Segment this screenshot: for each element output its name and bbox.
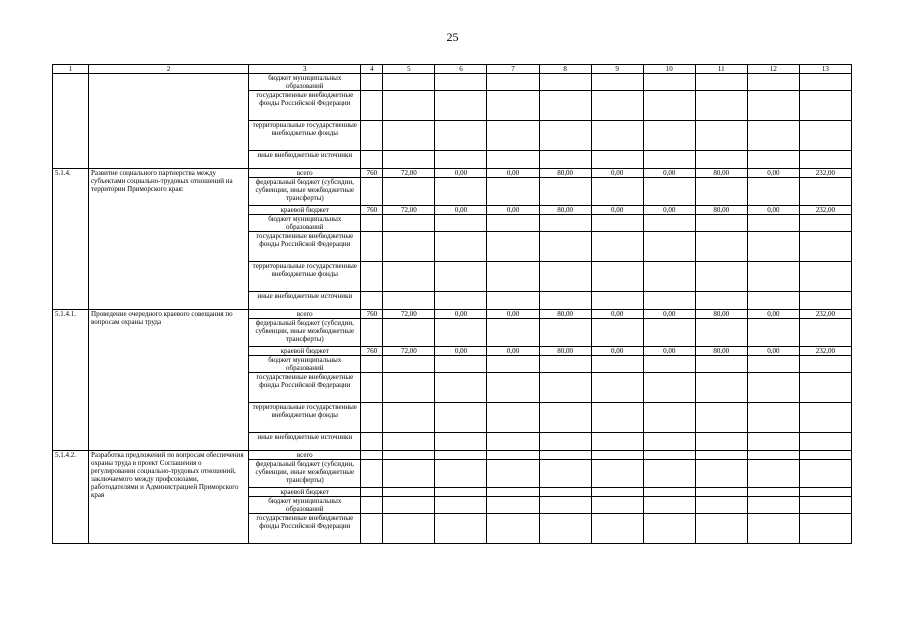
- value-cell: 80,00: [539, 310, 591, 319]
- value-cell: [487, 91, 539, 121]
- value-cell: [643, 488, 695, 497]
- value-cell: [747, 356, 799, 373]
- value-cell: [643, 497, 695, 514]
- value-cell: [799, 121, 851, 151]
- funding-source-cell: бюджет муниципальных образований: [249, 497, 361, 514]
- value-cell: [383, 74, 435, 91]
- value-cell: 80,00: [695, 206, 747, 215]
- value-cell: 232,00: [799, 169, 851, 178]
- value-cell: 80,00: [539, 347, 591, 356]
- value-cell: 72,00: [383, 169, 435, 178]
- value-cell: [643, 262, 695, 292]
- item-code-cell: 5.1.4.2.: [53, 451, 89, 544]
- value-cell: 0,00: [643, 169, 695, 178]
- value-cell: [361, 121, 383, 151]
- value-cell: [643, 319, 695, 347]
- value-cell: [591, 292, 643, 310]
- value-cell: [435, 356, 487, 373]
- funding-source-cell: государственные внебюджетные фонды Российской Федерации: [249, 232, 361, 262]
- value-cell: [591, 514, 643, 544]
- value-cell: [383, 292, 435, 310]
- value-cell: [539, 292, 591, 310]
- value-cell: [487, 403, 539, 433]
- value-cell: [799, 433, 851, 451]
- value-cell: [361, 74, 383, 91]
- value-cell: [591, 121, 643, 151]
- value-cell: 80,00: [539, 206, 591, 215]
- value-cell: [487, 319, 539, 347]
- funding-source-cell: федеральный бюджет (субсидии, субвенции, иные межбюджетные трансферты): [249, 460, 361, 488]
- value-cell: [361, 497, 383, 514]
- value-cell: [643, 373, 695, 403]
- value-cell: 0,00: [747, 169, 799, 178]
- value-cell: [487, 488, 539, 497]
- value-cell: [695, 121, 747, 151]
- value-cell: [643, 460, 695, 488]
- value-cell: 0,00: [591, 169, 643, 178]
- value-cell: [747, 460, 799, 488]
- value-cell: [361, 433, 383, 451]
- value-cell: 0,00: [643, 206, 695, 215]
- value-cell: [747, 232, 799, 262]
- item-code-cell: [53, 74, 89, 169]
- value-cell: [799, 514, 851, 544]
- value-cell: [747, 497, 799, 514]
- value-cell: [539, 373, 591, 403]
- value-cell: [361, 403, 383, 433]
- value-cell: [591, 215, 643, 232]
- funding-source-cell: краевой бюджет: [249, 488, 361, 497]
- value-cell: [747, 514, 799, 544]
- value-cell: [747, 403, 799, 433]
- column-header: 2: [89, 65, 249, 74]
- value-cell: [695, 356, 747, 373]
- value-cell: [591, 74, 643, 91]
- column-header: 9: [591, 65, 643, 74]
- value-cell: [383, 451, 435, 460]
- item-code-cell: 5.1.4.: [53, 169, 89, 310]
- value-cell: [747, 178, 799, 206]
- value-cell: 760: [361, 310, 383, 319]
- value-cell: [487, 514, 539, 544]
- value-cell: 0,00: [435, 310, 487, 319]
- value-cell: [539, 460, 591, 488]
- funding-source-cell: иные внебюджетные источники: [249, 151, 361, 169]
- funding-source-cell: федеральный бюджет (субсидии, субвенции, иные межбюджетные трансферты): [249, 178, 361, 206]
- value-cell: [591, 403, 643, 433]
- value-cell: 760: [361, 169, 383, 178]
- value-cell: [435, 232, 487, 262]
- value-cell: [539, 232, 591, 262]
- value-cell: [487, 151, 539, 169]
- value-cell: [487, 292, 539, 310]
- value-cell: [695, 215, 747, 232]
- value-cell: [383, 373, 435, 403]
- value-cell: [643, 292, 695, 310]
- value-cell: [591, 373, 643, 403]
- column-header: 13: [799, 65, 851, 74]
- value-cell: 0,00: [435, 347, 487, 356]
- value-cell: [591, 232, 643, 262]
- value-cell: [361, 373, 383, 403]
- item-description-cell: Разработка предложений по вопросам обеспечения охраны труда в проект Соглашения о регулировании социально-трудовых отношений, заключаемого между профсоюзами, работодателями и Администрацией Приморского края: [89, 451, 249, 544]
- item-description-cell: Развитие социального партнерства между субъектами социально-трудовых отношений на территории Приморского края:: [89, 169, 249, 310]
- table-row: [53, 169, 852, 178]
- value-cell: [591, 178, 643, 206]
- value-cell: [435, 497, 487, 514]
- value-cell: [383, 232, 435, 262]
- funding-source-cell: территориальные государственные внебюджетные фонды: [249, 121, 361, 151]
- value-cell: [695, 497, 747, 514]
- value-cell: [383, 403, 435, 433]
- value-cell: [799, 319, 851, 347]
- value-cell: [799, 178, 851, 206]
- column-header: 12: [747, 65, 799, 74]
- value-cell: [643, 356, 695, 373]
- value-cell: [539, 319, 591, 347]
- value-cell: [383, 356, 435, 373]
- value-cell: [695, 319, 747, 347]
- value-cell: [435, 488, 487, 497]
- value-cell: [539, 74, 591, 91]
- item-description-cell: [89, 74, 249, 169]
- value-cell: [643, 403, 695, 433]
- value-cell: [695, 433, 747, 451]
- value-cell: [487, 356, 539, 373]
- value-cell: [361, 460, 383, 488]
- value-cell: [487, 451, 539, 460]
- funding-source-cell: государственные внебюджетные фонды Российской Федерации: [249, 373, 361, 403]
- value-cell: [591, 488, 643, 497]
- column-header: 10: [643, 65, 695, 74]
- value-cell: 760: [361, 347, 383, 356]
- value-cell: [747, 121, 799, 151]
- value-cell: 0,00: [747, 347, 799, 356]
- value-cell: [799, 451, 851, 460]
- funding-source-cell: территориальные государственные внебюджетные фонды: [249, 403, 361, 433]
- column-header: 11: [695, 65, 747, 74]
- column-header: 1: [53, 65, 89, 74]
- value-cell: [361, 91, 383, 121]
- value-cell: [539, 403, 591, 433]
- value-cell: [747, 433, 799, 451]
- value-cell: [361, 151, 383, 169]
- value-cell: [435, 373, 487, 403]
- value-cell: [435, 74, 487, 91]
- value-cell: [591, 433, 643, 451]
- funding-source-cell: бюджет муниципальных образований: [249, 74, 361, 91]
- value-cell: [383, 121, 435, 151]
- value-cell: [747, 262, 799, 292]
- value-cell: [643, 215, 695, 232]
- value-cell: [695, 262, 747, 292]
- value-cell: [799, 488, 851, 497]
- value-cell: [539, 151, 591, 169]
- value-cell: [383, 91, 435, 121]
- value-cell: [361, 451, 383, 460]
- value-cell: 0,00: [487, 206, 539, 215]
- funding-source-cell: всего: [249, 451, 361, 460]
- value-cell: [643, 74, 695, 91]
- value-cell: [695, 232, 747, 262]
- value-cell: [361, 514, 383, 544]
- table-header-row: [53, 65, 852, 74]
- value-cell: [539, 514, 591, 544]
- value-cell: 0,00: [435, 206, 487, 215]
- value-cell: [747, 215, 799, 232]
- funding-source-cell: территориальные государственные внебюджетные фонды: [249, 262, 361, 292]
- value-cell: [383, 433, 435, 451]
- funding-source-cell: государственные внебюджетные фонды Российской Федерации: [249, 91, 361, 121]
- funding-source-cell: бюджет муниципальных образований: [249, 356, 361, 373]
- value-cell: 232,00: [799, 310, 851, 319]
- value-cell: [695, 403, 747, 433]
- table-row: [53, 74, 852, 91]
- value-cell: [643, 514, 695, 544]
- value-cell: [799, 74, 851, 91]
- value-cell: [695, 451, 747, 460]
- value-cell: [383, 151, 435, 169]
- value-cell: [695, 91, 747, 121]
- value-cell: [539, 121, 591, 151]
- value-cell: [487, 433, 539, 451]
- value-cell: 760: [361, 206, 383, 215]
- value-cell: [435, 121, 487, 151]
- value-cell: [487, 74, 539, 91]
- item-description-cell: Проведение очередного краевого совещания по вопросам охраны труда: [89, 310, 249, 451]
- value-cell: [539, 433, 591, 451]
- funding-source-cell: федеральный бюджет (субсидии, субвенции, иные межбюджетные трансферты): [249, 319, 361, 347]
- value-cell: [361, 356, 383, 373]
- column-header: 8: [539, 65, 591, 74]
- value-cell: [747, 451, 799, 460]
- value-cell: [695, 74, 747, 91]
- value-cell: 72,00: [383, 310, 435, 319]
- value-cell: [539, 215, 591, 232]
- value-cell: [539, 451, 591, 460]
- value-cell: [361, 319, 383, 347]
- funding-source-cell: всего: [249, 169, 361, 178]
- value-cell: [435, 403, 487, 433]
- value-cell: [383, 215, 435, 232]
- value-cell: [435, 451, 487, 460]
- value-cell: [383, 460, 435, 488]
- value-cell: [799, 460, 851, 488]
- value-cell: [487, 178, 539, 206]
- column-header: 7: [487, 65, 539, 74]
- value-cell: [487, 215, 539, 232]
- value-cell: [695, 292, 747, 310]
- value-cell: [695, 488, 747, 497]
- value-cell: [799, 497, 851, 514]
- value-cell: 0,00: [435, 169, 487, 178]
- column-header: 5: [383, 65, 435, 74]
- value-cell: [695, 460, 747, 488]
- value-cell: [487, 497, 539, 514]
- value-cell: [435, 215, 487, 232]
- page-number: 25: [446, 30, 459, 44]
- value-cell: [747, 292, 799, 310]
- funding-source-cell: всего: [249, 310, 361, 319]
- value-cell: [487, 460, 539, 488]
- value-cell: 0,00: [643, 347, 695, 356]
- value-cell: [435, 151, 487, 169]
- value-cell: 232,00: [799, 347, 851, 356]
- value-cell: [591, 497, 643, 514]
- funding-source-cell: бюджет муниципальных образований: [249, 215, 361, 232]
- value-cell: [643, 91, 695, 121]
- funding-source-cell: краевой бюджет: [249, 347, 361, 356]
- value-cell: [361, 232, 383, 262]
- value-cell: 0,00: [487, 347, 539, 356]
- value-cell: [361, 215, 383, 232]
- value-cell: 80,00: [695, 169, 747, 178]
- value-cell: [643, 121, 695, 151]
- value-cell: [643, 232, 695, 262]
- column-header: 3: [249, 65, 361, 74]
- column-header: 6: [435, 65, 487, 74]
- value-cell: [539, 262, 591, 292]
- value-cell: 80,00: [539, 169, 591, 178]
- value-cell: [383, 262, 435, 292]
- value-cell: [799, 215, 851, 232]
- value-cell: [383, 514, 435, 544]
- value-cell: [591, 151, 643, 169]
- value-cell: [435, 292, 487, 310]
- value-cell: [487, 262, 539, 292]
- value-cell: [799, 356, 851, 373]
- value-cell: 72,00: [383, 347, 435, 356]
- column-header: 4: [361, 65, 383, 74]
- value-cell: [435, 91, 487, 121]
- value-cell: [383, 488, 435, 497]
- value-cell: [435, 460, 487, 488]
- value-cell: 80,00: [695, 347, 747, 356]
- value-cell: [591, 356, 643, 373]
- value-cell: [643, 433, 695, 451]
- value-cell: [539, 91, 591, 121]
- value-cell: [591, 460, 643, 488]
- funding-source-cell: краевой бюджет: [249, 206, 361, 215]
- value-cell: [435, 514, 487, 544]
- budget-table: [52, 64, 852, 544]
- value-cell: 232,00: [799, 206, 851, 215]
- value-cell: [539, 178, 591, 206]
- value-cell: [747, 319, 799, 347]
- table-row: [53, 310, 852, 319]
- value-cell: [799, 262, 851, 292]
- value-cell: [539, 356, 591, 373]
- value-cell: [747, 488, 799, 497]
- funding-source-cell: государственные внебюджетные фонды Российской Федерации: [249, 514, 361, 544]
- value-cell: 80,00: [695, 310, 747, 319]
- value-cell: 0,00: [487, 169, 539, 178]
- value-cell: 0,00: [643, 310, 695, 319]
- value-cell: [695, 151, 747, 169]
- value-cell: 0,00: [747, 310, 799, 319]
- value-cell: [435, 178, 487, 206]
- value-cell: [695, 178, 747, 206]
- value-cell: [361, 178, 383, 206]
- value-cell: 72,00: [383, 206, 435, 215]
- value-cell: [591, 262, 643, 292]
- value-cell: [361, 292, 383, 310]
- value-cell: 0,00: [487, 310, 539, 319]
- value-cell: [487, 121, 539, 151]
- value-cell: [487, 373, 539, 403]
- value-cell: [799, 232, 851, 262]
- value-cell: [643, 451, 695, 460]
- value-cell: [383, 497, 435, 514]
- value-cell: 0,00: [591, 310, 643, 319]
- value-cell: [361, 488, 383, 497]
- funding-source-cell: иные внебюджетные источники: [249, 433, 361, 451]
- value-cell: [747, 91, 799, 121]
- item-code-cell: 5.1.4.1.: [53, 310, 89, 451]
- table-row: [53, 451, 852, 460]
- value-cell: [591, 451, 643, 460]
- value-cell: [643, 178, 695, 206]
- value-cell: 0,00: [747, 206, 799, 215]
- value-cell: [747, 74, 799, 91]
- value-cell: 0,00: [591, 206, 643, 215]
- value-cell: [695, 514, 747, 544]
- value-cell: [383, 178, 435, 206]
- value-cell: [747, 373, 799, 403]
- value-cell: [487, 232, 539, 262]
- value-cell: [539, 497, 591, 514]
- value-cell: [539, 488, 591, 497]
- value-cell: [799, 403, 851, 433]
- value-cell: [591, 91, 643, 121]
- value-cell: [695, 373, 747, 403]
- value-cell: [799, 151, 851, 169]
- value-cell: [643, 151, 695, 169]
- value-cell: [799, 373, 851, 403]
- value-cell: 0,00: [591, 347, 643, 356]
- value-cell: [799, 91, 851, 121]
- value-cell: [591, 319, 643, 347]
- value-cell: [435, 319, 487, 347]
- value-cell: [799, 292, 851, 310]
- value-cell: [435, 262, 487, 292]
- value-cell: [435, 433, 487, 451]
- value-cell: [361, 262, 383, 292]
- value-cell: [383, 319, 435, 347]
- value-cell: [747, 151, 799, 169]
- funding-source-cell: иные внебюджетные источники: [249, 292, 361, 310]
